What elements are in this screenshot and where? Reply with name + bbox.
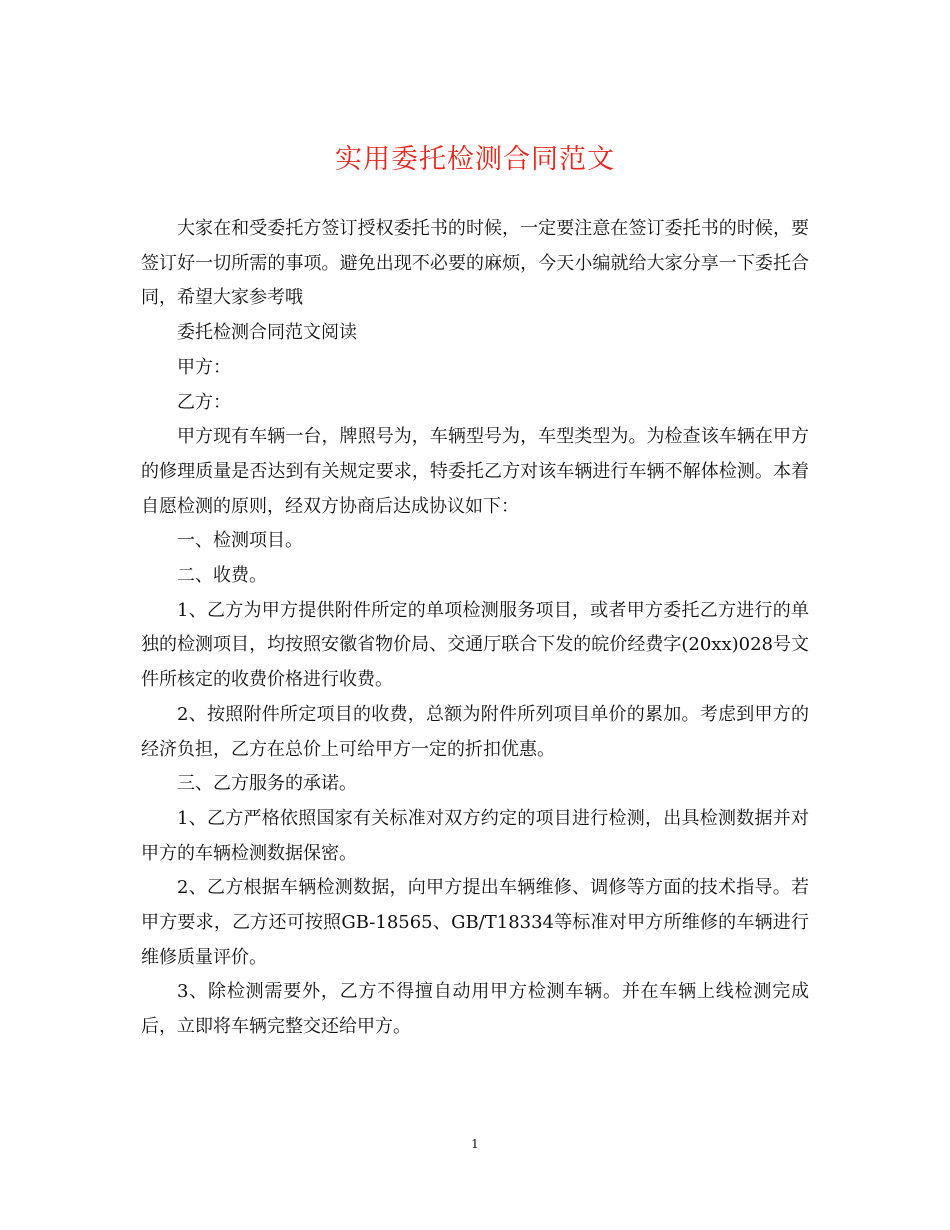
- document-title: 实用委托检测合同范文: [335, 144, 615, 175]
- paragraph: 甲方现有车辆一台，牌照号为，车辆型号为，车型类型为。为检查该车辆在甲方的修理质量是否达到有关规定要求，特委托乙方对该车辆进行车辆不解体检测。本着自愿检测的原则，经双方协商后达成协议如下：: [141, 426, 809, 517]
- paragraph: 大家在和受委托方签订授权委托书的时候，一定要注意在签订委托书的时候，要签订好一切所需的事项。避免出现不必要的麻烦，今天小编就给大家分享一下委托合同，希望大家参考哦: [141, 218, 809, 309]
- paragraph: 1、乙方为甲方提供附件所定的单项检测服务项目，或者甲方委托乙方进行的单独的检测项目，均按照安徽省物价局、交通厅联合下发的皖价经费字(20xx)028号文件所核定的收费价格进行收费。: [141, 599, 809, 691]
- page-number: 1: [471, 1137, 479, 1151]
- paragraph: 2、按照附件所定项目的收费，总额为附件所列项目单价的累加。考虑到甲方的经济负担，乙方在总价上可给甲方一定的折扣优惠。: [141, 703, 809, 760]
- paragraph: 一、检测项目。: [177, 530, 303, 552]
- paragraph: 甲方：: [177, 356, 231, 378]
- paragraph: 二、收费。: [177, 565, 267, 587]
- paragraph: 委托检测合同范文阅读: [177, 322, 357, 344]
- document-body: [141, 212, 809, 1045]
- paragraph: 乙方：: [177, 391, 231, 413]
- paragraph: 1、乙方严格依照国家有关标准对双方约定的项目进行检测，出具检测数据并对甲方的车辆检测数据保密。: [141, 807, 809, 864]
- paragraph: 2、乙方根据车辆检测数据，向甲方提出车辆维修、调修等方面的技术指导。若甲方要求，乙方还可按照GB-18565、GB/T18334等标准对甲方所维修的车辆进行维修质量评价。: [141, 877, 809, 968]
- paragraph: 三、乙方服务的承诺。: [177, 773, 357, 795]
- paragraph: 3、除检测需要外，乙方不得擅自动用甲方检测车辆。并在车辆上线检测完成后，立即将车辆完整交还给甲方。: [141, 981, 809, 1038]
